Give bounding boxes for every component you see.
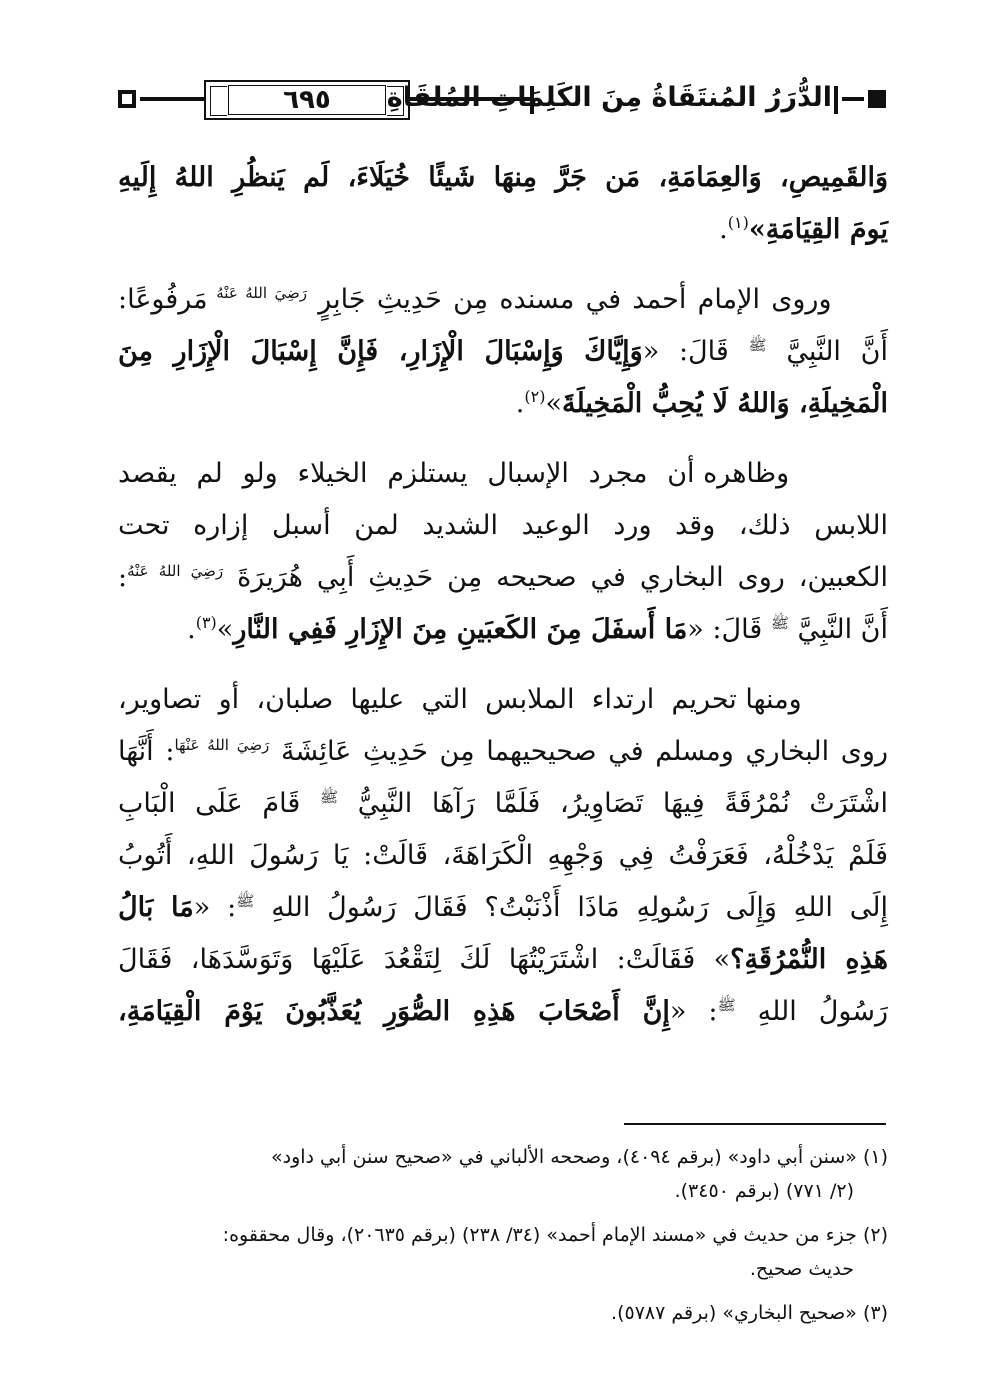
honorific: ﷺ xyxy=(748,336,767,354)
header-rule xyxy=(842,97,864,101)
hadith-text: مَا بَالُ xyxy=(118,892,194,923)
text-segment: : أَنَّهَا xyxy=(118,736,175,767)
honorific: ﷺ xyxy=(319,788,339,806)
footnote-text: حديث صحيح. xyxy=(749,1258,854,1280)
honorific: ﷺ xyxy=(770,614,789,632)
footnote-text: (١) «سنن أبي داود» (برقم ٤٠٩٤)، وصححه الألباني في «صحيح سنن أبي داود» xyxy=(271,1146,888,1168)
honorific: رَضِيَ اللهُ عَنْهُ xyxy=(216,284,307,302)
text-line: الكعبين، روى البخاري في صحيحه مِن حَدِيثِ أَبِي هُرَيرَةَ $^{رَضِيَ اللهُ عَنْهُ}$: xyxy=(118,562,888,593)
text-line: أَنَّ النَّبِيَّ $^ﷺ$ قَالَ: «مَا أَسفَلَ مِنَ الكَعبَينِ مِنَ الإِزَارِ فَفِي النَّارِ»$^{(٣)}$. xyxy=(187,613,888,645)
text-segment: مَرفُوعًا: xyxy=(118,284,208,315)
text-segment: » xyxy=(216,614,234,645)
text-segment: : « xyxy=(193,892,237,923)
footnote-text: (٢) جزء من حديث في «مسند الإمام أحمد» (٣٤/ ٢٣٨) (برقم ٢٠٦٣٥)، وقال محققوه: xyxy=(222,1224,888,1246)
main-text xyxy=(118,152,888,1038)
text-line: وَالقَمِيصِ، وَالعِمَامَةِ، مَن جَرَّ مِنهَا شَيئًا خُيَلَاءَ، لَم يَنظُرِ اللهُ إِلَيهِ xyxy=(118,162,888,193)
text-segment: أَنَّ النَّبِيَّ xyxy=(786,336,888,367)
paragraph-gap xyxy=(118,656,888,674)
honorific: ﷺ xyxy=(717,996,736,1014)
text-line xyxy=(118,778,888,830)
footnote-separator xyxy=(624,1123,886,1125)
text-line xyxy=(118,986,888,1038)
hadith-text: هَذِهِ النُّمْرُقَةِ؟ xyxy=(730,944,888,975)
running-header xyxy=(112,74,892,130)
footnote-text: (٢/ ٧٧١) (برقم ٣٤٥٠). xyxy=(674,1180,854,1202)
paragraph-gap xyxy=(118,256,888,274)
header-rule xyxy=(140,97,204,101)
text-line: يَومَ القِيَامَةِ»$^{(١)}$. xyxy=(719,213,888,245)
text-segment: قَالَ: « xyxy=(642,336,729,367)
footnote xyxy=(118,1140,888,1208)
text-segment: وظاهره أن مجرد الإسبال يستلزم الخيلاء ولو لم يقصد xyxy=(118,458,790,489)
hadith-text: وَإِيَّاكَ وَإِسْبَالَ الْإِزَارِ، فَإِنَّ إِسْبَالَ الْإِزَارِ مِنَ xyxy=(118,336,643,367)
text-segment: قَالَ: « xyxy=(687,614,763,645)
honorific: ﷺ xyxy=(236,892,255,910)
footnote-text: (٣) «صحيح البخاري» (برقم ٥٧٨٧). xyxy=(611,1302,888,1324)
text-line xyxy=(118,326,888,378)
text-segment: : « xyxy=(669,996,718,1027)
footnote xyxy=(118,1296,888,1330)
text-line: فَلَمْ يَدْخُلْهُ، فَعَرَفْتُ فِي وَجْهِهِ الْكَرَاهَةَ، قَالَتْ: يَا رَسُولَ اللهِ، أَتُوبُ xyxy=(118,840,888,871)
text-line: الْمَخِيلَةِ، وَاللهُ لَا يُحِبُّ الْمَخِيلَةَ»$^{(٢)}$. xyxy=(515,387,888,419)
text-line xyxy=(118,726,888,778)
text-segment: إِلَى اللهِ وَإِلَى رَسُولِهِ مَاذَا أَذْنَبْتُ؟ فَقَالَ رَسُولُ اللهِ xyxy=(271,892,888,923)
hadith-text: يَومَ القِيَامَةِ» xyxy=(748,214,888,245)
footnote-ref: (٣) xyxy=(195,613,217,632)
text-line xyxy=(118,674,888,726)
text-segment: » فَقَالَتْ: اشْتَرَيْتُهَا لَكَ لِتَقْعُدَ عَلَيْهَا وَتَوَسَّدَهَا، فَقَالَ xyxy=(118,944,731,975)
header-ornament-square-left xyxy=(118,90,136,108)
text-line xyxy=(118,448,888,500)
text-segment: » xyxy=(545,388,562,419)
page-number-frame xyxy=(204,80,410,120)
honorific: رَضِيَ اللهُ عَنْهَا xyxy=(174,736,270,754)
book-title: الدُّرَرُ المُنتَقَاةُ مِنَ الكَلِمَاتِ المُلقَاةِ xyxy=(386,82,832,113)
header-ornament-square-right xyxy=(868,90,886,108)
text-segment: وروى الإمام أحمد في مسنده مِن حَدِيثِ جَابِرٍ xyxy=(318,284,832,315)
text-line xyxy=(118,934,888,986)
footnote-ref: (٢) xyxy=(524,387,546,406)
page-number: ٦٩٥ xyxy=(283,85,331,115)
text-segment: قَامَ عَلَى الْبَابِ xyxy=(118,788,301,819)
hadith-text: الْمَخِيلَةِ، وَاللهُ لَا يُحِبُّ الْمَخِيلَةَ xyxy=(561,388,888,419)
footnote-ref: (١) xyxy=(727,213,749,232)
honorific: رَضِيَ اللهُ عَنْهُ xyxy=(127,562,224,580)
footnotes xyxy=(118,1140,888,1340)
text-segment: ومنها تحريم ارتداء الملابس التي عليها صلبان، أو تصاوير، xyxy=(118,684,802,715)
text-line xyxy=(118,274,888,326)
text-segment: أَنَّ النَّبِيَّ xyxy=(797,614,888,645)
text-segment: رَسُولُ اللهِ xyxy=(757,996,888,1027)
hadith-text: إِنَّ أَصْحَابَ هَذِهِ الصُّوَرِ يُعَذَّبُونَ يَوْمَ الْقِيَامَةِ، xyxy=(118,996,670,1027)
text-line: اللابس ذلك، وقد ورد الوعيد الشديد لمن أسبل إزاره تحت xyxy=(118,510,888,541)
text-segment: الكعبين، روى البخاري في صحيحه مِن حَدِيثِ أَبِي هُرَيرَةَ xyxy=(237,562,888,593)
paragraph-gap xyxy=(118,430,888,448)
hadith-text: مَا أَسفَلَ مِنَ الكَعبَينِ مِنَ الإِزَارِ فَفِي النَّارِ xyxy=(233,614,688,645)
text-segment: اشْتَرَتْ نُمْرُقَةً فِيهَا تَصَاوِيرُ، فَلَمَّا رَآهَا النَّبِيُّ xyxy=(357,788,888,819)
text-segment: روى البخاري ومسلم في صحيحيهما مِن حَدِيثِ عَائِشَةَ xyxy=(280,736,888,767)
text-line xyxy=(118,882,888,934)
footnote xyxy=(118,1218,888,1286)
header-bar xyxy=(834,86,838,114)
